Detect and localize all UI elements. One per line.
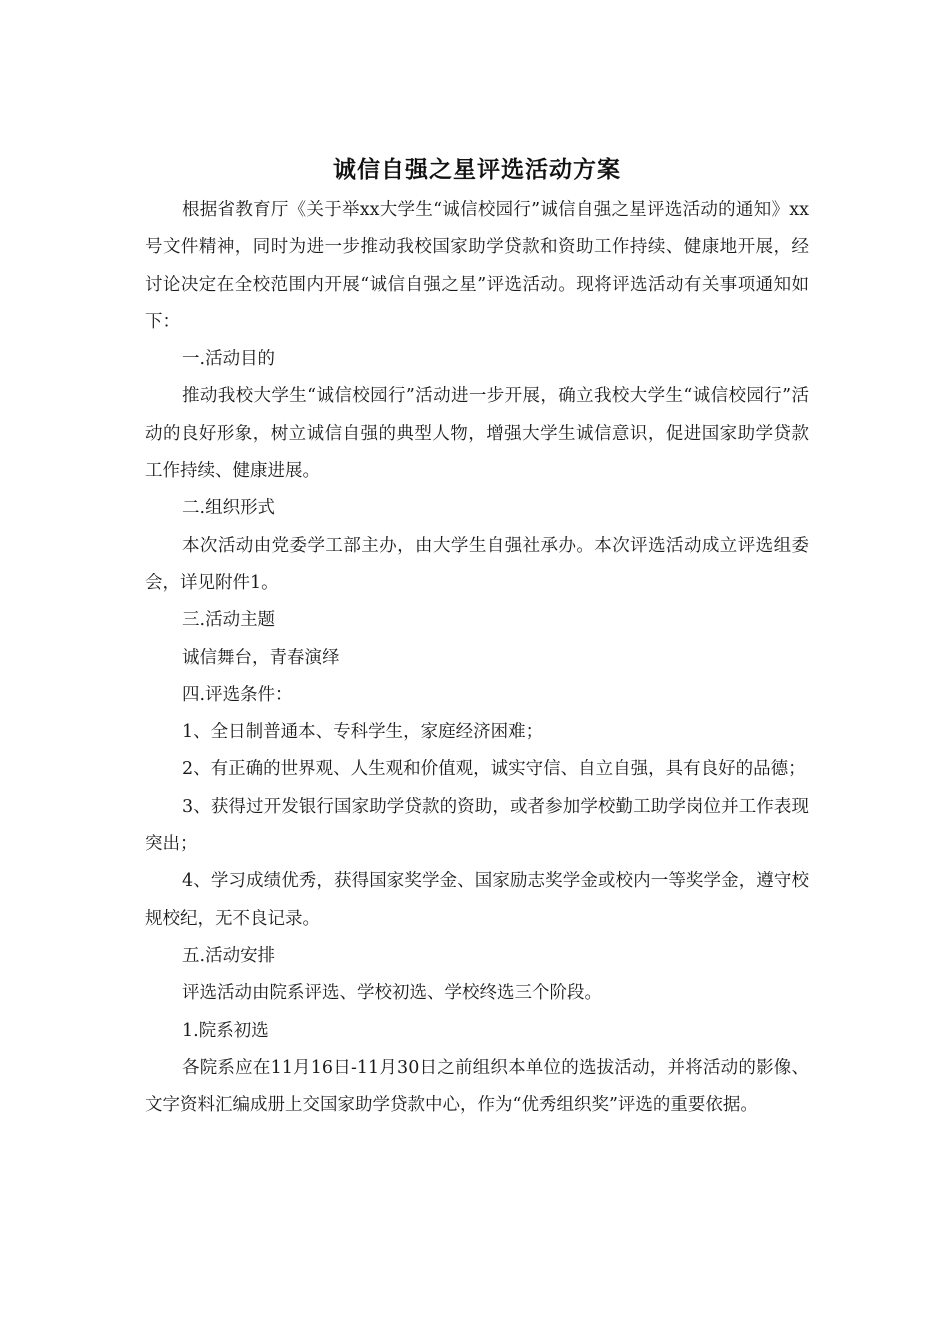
department-selection-paragraph: 各院系应在11月16日-11月30日之前组织本单位的选拔活动，并将活动的影像、文字资料汇编成册上交国家助学贷款中心，作为“优秀组织奖”评选的重要依据。: [145, 1057, 809, 1116]
criteria-item-4: 4、学习成绩优秀，获得国家奖学金、国家励志奖学金或校内一等奖学金，遵守校规校纪，无不良记录。: [145, 871, 809, 929]
document-title: 诚信自强之星评选活动方案: [333, 157, 621, 183]
section-heading-purpose: 一.活动目的: [182, 349, 276, 370]
section-heading-schedule: 五.活动安排: [182, 945, 276, 966]
criteria-item-3: 3、获得过开发银行国家助学贷款的资助，或者参加学校勤工助学岗位并工作表现突出；: [145, 796, 809, 855]
document-body: [145, 150, 809, 1124]
section-heading-criteria: 四.评选条件：: [182, 684, 293, 705]
schedule-paragraph: 评选活动由院系评选、学校初选、学校终选三个阶段。: [182, 983, 602, 1004]
criteria-item-2: 2、有正确的世界观、人生观和价值观，诚实守信、自立自强，具有良好的品德；: [182, 759, 806, 780]
subsection-heading-department-selection: 1.院系初选: [182, 1020, 269, 1041]
criteria-item-1: 1、全日制普通本、专科学生，家庭经济困难；: [182, 722, 544, 743]
intro-paragraph: 根据省教育厅《关于举xx大学生“诚信校园行”诚信自强之星评选活动的通知》xx号文件精神，同时为进一步推动我校国家助学贷款和资助工作持续、健康地开展，经讨论决定在全校范围内开展“诚信自强之星”评选活动。现将评选活动有关事项通知如下：: [145, 200, 809, 332]
theme-paragraph: 诚信舞台，青春演绎: [182, 647, 340, 668]
organization-paragraph: 本次活动由党委学工部主办，由大学生自强社承办。本次评选活动成立评选组委会，详见附件1。: [145, 535, 809, 593]
purpose-paragraph: 推动我校大学生“诚信校园行”活动进一步开展，确立我校大学生“诚信校园行”活动的良好形象，树立诚信自强的典型人物，增强大学生诚信意识，促进国家助学贷款工作持续、健康进展。: [145, 386, 809, 482]
section-heading-organization: 二.组织形式: [182, 498, 276, 519]
section-heading-theme: 三.活动主题: [182, 610, 276, 631]
